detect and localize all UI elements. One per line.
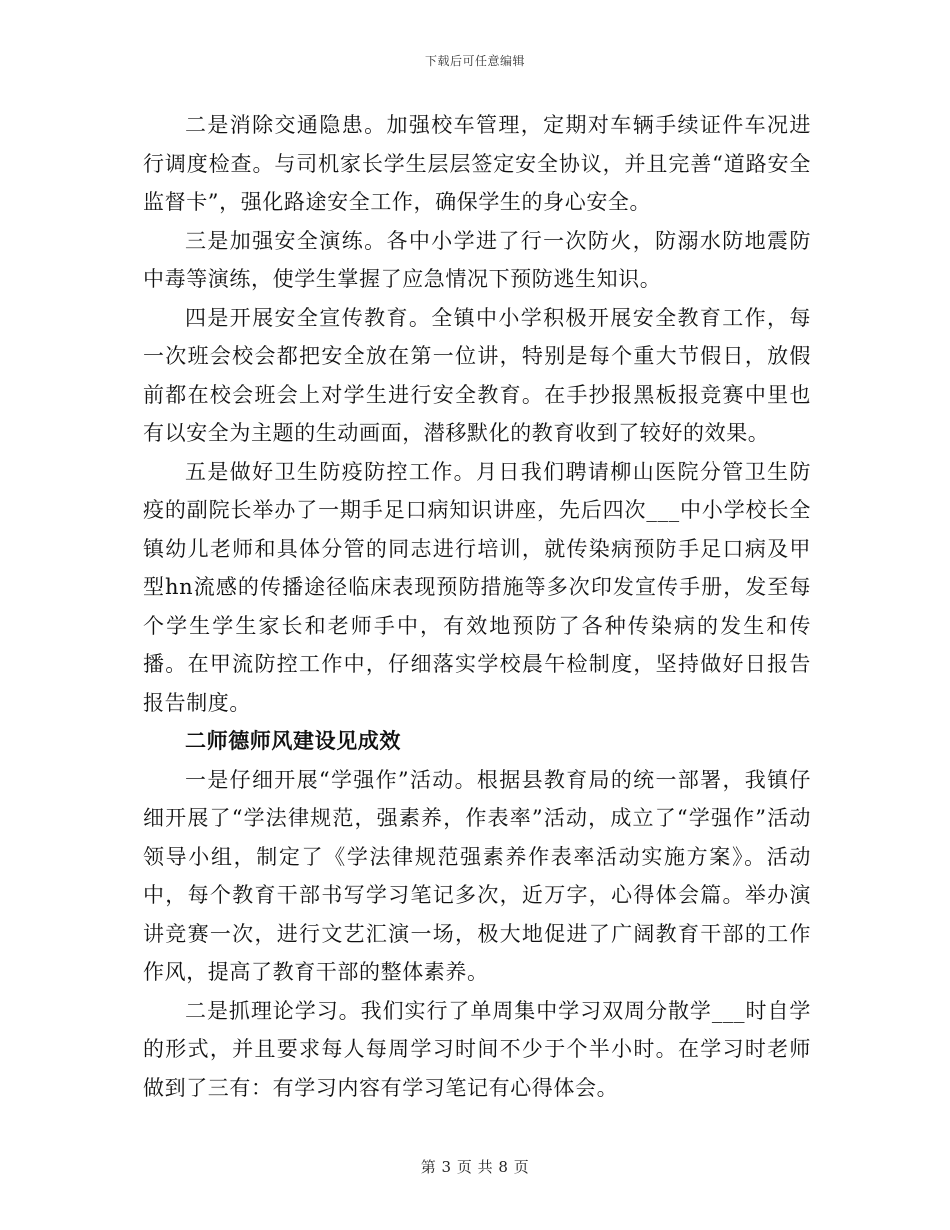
paragraph-safety-education: 四是开展安全宣传教育。全镇中小学积极开展安全教育工作，每一次班会校会都把安全放在第一位讲，特别是每个重大节假日，放假前都在校会班会上对学生进行安全教育。在手抄报黑板报竞赛中里也有以安全为主题的生动画面，潜移默化的教育收到了较好的效果。 [143,305,811,445]
paragraph-epidemic-prevention: 五是做好卫生防疫防控工作。月日我们聘请柳山医院分管卫生防疫的副院长举办了一期手足口病知识讲座，先后四次___中小学校长全镇幼儿老师和具体分管的同志进行培训，就传染病预防手足口病及甲型hn流感的传播途径临床表现预防措施等多次印发宣传手册，发至每个学生学生家长和老师手中，有效地预防了各种传染病的发生和传播。在甲流防控工作中，仔细落实学校晨午检制度，坚持做好日报告报告制度。 [143,459,811,715]
paragraph-theory-study: 二是抓理论学习。我们实行了单周集中学习双周分散学___时自学的形式，并且要求每人每周学习时间不少于个半小时。在学习时老师做到了三有：有学习内容有学习笔记有心得体会。 [143,998,811,1100]
page-number: 第 3 页 共 8 页 [420,1158,530,1176]
page-header: 下载后可任意编辑 [424,54,525,68]
paragraph-xue-qiang-zuo: 一是仔细开展“学强作”活动。根据县教育局的统一部署，我镇仔细开展了“学法律规范，强素养，作表率”活动，成立了“学强作”活动领导小组，制定了《学法律规范强素养作表率活动实施方案》。活动中，每个教育干部书写学习笔记多次，近万字，心得体会篇。举办演讲竞赛一次，进行文艺汇演一场，极大地促进了广阔教育干部的工作作风，提高了教育干部的整体素养。 [143,767,811,984]
paragraph-safety-drills: 三是加强安全演练。各中小学进了行一次防火，防溺水防地震防中毒等演练，使学生掌握了应急情况下预防逃生知识。 [143,228,811,291]
section-heading: 二师德师风建设见成效 [185,728,401,753]
paragraph-traffic-safety: 二是消除交通隐患。加强校车管理，定期对车辆手续证件车况进行调度检查。与司机家长学生层层签定安全协议，并且完善“道路安全监督卡”，强化路途安全工作，确保学生的身心安全。 [143,113,811,214]
document-body [143,106,811,1107]
